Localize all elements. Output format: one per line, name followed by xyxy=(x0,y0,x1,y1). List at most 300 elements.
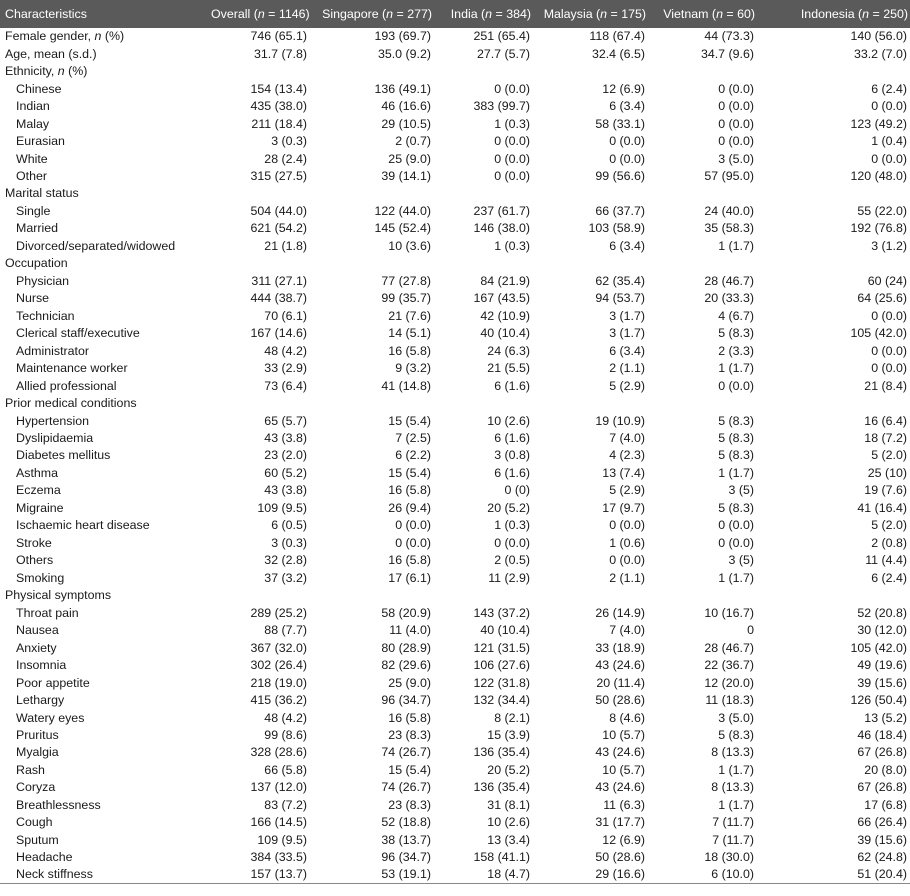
table-cell: 12 (6.9) xyxy=(602,832,645,847)
table-cell: 1 (0.3) xyxy=(494,238,530,253)
table-row xyxy=(0,133,910,150)
table-cell: 21 (7.6) xyxy=(388,308,431,323)
table-cell: 43 (24.6) xyxy=(595,780,645,795)
table-cell: 74 (26.7) xyxy=(381,780,431,795)
table-cell: 77 (27.8) xyxy=(381,273,431,288)
table-row xyxy=(0,639,910,656)
table-cell: 1 (1.7) xyxy=(718,762,754,777)
table-cell: 99 (56.6) xyxy=(595,168,645,183)
table-cell: 58 (33.1) xyxy=(595,116,645,131)
table-cell: 15 (3.9) xyxy=(487,727,530,742)
table-cell xyxy=(757,395,910,412)
header-india: India (n = 384) xyxy=(450,7,531,21)
table-cell: 15 (5.4) xyxy=(388,465,431,480)
table-cell: 52 (20.8) xyxy=(857,605,907,620)
table-cell: 140 (56.0) xyxy=(850,29,907,44)
row-label: Breathlessness xyxy=(16,797,101,812)
table-cell: 25 (9.0) xyxy=(388,675,431,690)
table-cell: 0 (0.0) xyxy=(871,151,907,166)
header-characteristics: Characteristics xyxy=(5,7,87,21)
table-cell: 315 (27.5) xyxy=(250,168,307,183)
table-cell: 67 (26.8) xyxy=(857,745,907,760)
table-row xyxy=(0,779,910,796)
table-cell: 3 (1.7) xyxy=(609,326,645,341)
table-cell: 0 (0.0) xyxy=(609,134,645,149)
table-cell: 50 (28.6) xyxy=(595,850,645,865)
table-cell: 120 (48.0) xyxy=(850,168,907,183)
table-row xyxy=(0,168,910,185)
table-cell: 237 (61.7) xyxy=(473,203,530,218)
table-cell: 5 (8.3) xyxy=(718,431,754,446)
row-label: Insomnia xyxy=(16,658,67,673)
table-cell: 51 (20.4) xyxy=(857,867,907,882)
table-cell xyxy=(757,587,910,604)
table-cell: 218 (19.0) xyxy=(250,675,307,690)
section-label: Prior medical conditions xyxy=(5,396,137,411)
table-cell xyxy=(648,185,757,202)
table-cell: 10 (3.6) xyxy=(388,238,431,253)
table-row xyxy=(0,115,910,132)
table-cell: 40 (10.4) xyxy=(480,623,530,638)
table-cell xyxy=(757,63,910,80)
table-cell: 60 (24) xyxy=(867,273,907,288)
table-cell: 23 (2.0) xyxy=(264,448,307,463)
table-cell: 12 (20.0) xyxy=(704,675,754,690)
table-row xyxy=(0,412,910,429)
table-row xyxy=(0,692,910,709)
table-cell: 96 (34.7) xyxy=(381,850,431,865)
table-cell: 10 (2.6) xyxy=(487,815,530,830)
table-cell: 73 (6.4) xyxy=(264,378,307,393)
table-cell: 18 (7.2) xyxy=(864,431,907,446)
table-cell: 0 (0.0) xyxy=(718,378,754,393)
table-cell xyxy=(757,185,910,202)
table-cell: 136 (35.4) xyxy=(473,780,530,795)
row-label: Eczema xyxy=(16,483,61,498)
table-cell: 1 (1.7) xyxy=(718,465,754,480)
table-cell: 29 (16.6) xyxy=(595,867,645,882)
table-cell xyxy=(310,185,434,202)
table-row xyxy=(0,395,910,412)
table-cell: 3 (1.7) xyxy=(609,308,645,323)
table-cell: 126 (50.4) xyxy=(850,693,907,708)
table-cell: 35 (58.3) xyxy=(704,221,754,236)
table-cell: 24 (6.3) xyxy=(487,343,530,358)
row-label: Poor appetite xyxy=(16,675,90,690)
table-cell: 1 (1.7) xyxy=(718,361,754,376)
table-cell: 33.2 (7.0) xyxy=(853,46,907,61)
table-row xyxy=(0,622,910,639)
table-cell: 32 (2.8) xyxy=(264,553,307,568)
table-cell: 328 (28.6) xyxy=(250,745,307,760)
table-cell: 64 (25.6) xyxy=(857,291,907,306)
row-label: Allied professional xyxy=(16,378,117,393)
table-cell: 35.0 (9.2) xyxy=(377,46,431,61)
table-cell: 6 (10.0) xyxy=(711,867,754,882)
table-cell: 31 (17.7) xyxy=(595,815,645,830)
table-row xyxy=(0,28,910,45)
table-cell: 23 (8.3) xyxy=(388,797,431,812)
table-row xyxy=(0,203,910,220)
table-cell: 4 (2.3) xyxy=(609,448,645,463)
table-cell: 3 (5.0) xyxy=(718,151,754,166)
table-row xyxy=(0,342,910,359)
table-row xyxy=(0,517,910,534)
table-cell: 4 (6.7) xyxy=(718,308,754,323)
table-cell: 0 (0.0) xyxy=(494,151,530,166)
table-cell: 19 (7.6) xyxy=(864,483,907,498)
table-cell: 38 (13.7) xyxy=(381,832,431,847)
table-cell: 0 (0.0) xyxy=(871,343,907,358)
table-cell: 444 (38.7) xyxy=(250,291,307,306)
table-row xyxy=(0,500,910,517)
table-cell: 43 (3.8) xyxy=(264,431,307,446)
table-cell: 43 (24.6) xyxy=(595,745,645,760)
table-cell: 0 (0.0) xyxy=(718,81,754,96)
table-cell: 6 (3.4) xyxy=(609,238,645,253)
table-cell: 15 (5.4) xyxy=(388,413,431,428)
table-cell: 29 (10.5) xyxy=(381,116,431,131)
table-cell: 39 (15.6) xyxy=(857,675,907,690)
table-cell: 18 (4.7) xyxy=(487,867,530,882)
table-cell: 5 (2.0) xyxy=(871,518,907,533)
table-cell: 20 (11.4) xyxy=(596,675,645,690)
table-cell: 13 (7.4) xyxy=(602,465,645,480)
table-cell: 103 (58.9) xyxy=(588,221,645,236)
table-row xyxy=(0,814,910,831)
table-cell: 3 (0.3) xyxy=(271,134,307,149)
table-cell: 5 (2.9) xyxy=(609,378,645,393)
table-cell: 17 (9.7) xyxy=(602,500,645,515)
table-cell: 20 (5.2) xyxy=(487,762,530,777)
table-cell: 504 (44.0) xyxy=(250,203,307,218)
table-row xyxy=(0,797,910,814)
table-cell xyxy=(310,395,434,412)
row-label: Maintenance worker xyxy=(16,361,128,376)
table-cell: 83 (7.2) xyxy=(264,797,307,812)
row-label: White xyxy=(16,151,48,166)
table-cell: 88 (7.7) xyxy=(264,623,307,638)
row-label: Stroke xyxy=(16,535,52,550)
table-cell: 166 (14.5) xyxy=(250,815,307,830)
table-cell: 167 (14.6) xyxy=(250,326,307,341)
row-label: Others xyxy=(16,553,54,568)
table-cell: 66 (5.8) xyxy=(264,762,307,777)
table-cell: 0 (0.0) xyxy=(718,535,754,550)
table-cell: 193 (69.7) xyxy=(374,29,431,44)
table-cell xyxy=(648,587,757,604)
header-vietnam: Vietnam (n = 60) xyxy=(663,7,755,21)
table-cell: 122 (31.8) xyxy=(473,675,530,690)
table-cell: 33 (2.9) xyxy=(264,361,307,376)
table-cell: 5 (8.3) xyxy=(718,500,754,515)
table-cell: 158 (41.1) xyxy=(473,850,530,865)
table-cell: 384 (33.5) xyxy=(250,850,307,865)
table-cell: 0 (0.0) xyxy=(871,308,907,323)
row-label: Physician xyxy=(16,273,70,288)
table-cell: 2 (0.8) xyxy=(871,535,907,550)
section-label: Occupation xyxy=(5,256,68,271)
table-cell: 0 (0.0) xyxy=(395,535,431,550)
table-cell: 24 (40.0) xyxy=(704,203,754,218)
row-label: Myalgia xyxy=(16,745,59,760)
row-label: Married xyxy=(16,221,58,236)
table-cell: 367 (32.0) xyxy=(250,640,307,655)
table-cell: 302 (26.4) xyxy=(250,658,307,673)
table-cell: 5 (2.0) xyxy=(871,448,907,463)
table-cell: 0 (0.0) xyxy=(871,99,907,114)
table-row xyxy=(0,238,910,255)
row-label: Asthma xyxy=(16,465,59,480)
table-cell: 6 (1.6) xyxy=(494,431,530,446)
table-cell: 7 (11.7) xyxy=(712,815,754,830)
table-cell: 136 (49.1) xyxy=(374,81,431,96)
table-cell: 0 (0.0) xyxy=(871,361,907,376)
table-cell xyxy=(648,395,757,412)
table-cell: 41 (16.4) xyxy=(857,500,907,515)
header-indonesia: Indonesia (n = 250) xyxy=(800,7,908,21)
table-cell: 25 (9.0) xyxy=(388,151,431,166)
table-row xyxy=(0,377,910,394)
section-label: Physical symptoms xyxy=(5,588,112,603)
table-cell: 2 (1.1) xyxy=(609,570,645,585)
table-cell: 15 (5.4) xyxy=(388,762,431,777)
table-cell: 28 (46.7) xyxy=(704,640,754,655)
table-cell: 5 (2.9) xyxy=(609,483,645,498)
table-cell: 41 (14.8) xyxy=(381,378,431,393)
table-cell: 311 (27.1) xyxy=(251,273,307,288)
table-cell: 3 (0.8) xyxy=(494,448,530,463)
table-cell: 16 (6.4) xyxy=(864,413,907,428)
table-cell: 82 (29.6) xyxy=(381,658,431,673)
table-cell: 0 (0.0) xyxy=(494,535,530,550)
table-cell: 40 (10.4) xyxy=(480,326,530,341)
table-cell: 70 (6.1) xyxy=(264,308,307,323)
row-label: Single xyxy=(16,203,51,218)
table-cell: 20 (8.0) xyxy=(864,762,907,777)
table-row xyxy=(0,220,910,237)
table-cell: 34.7 (9.6) xyxy=(700,46,754,61)
row-label: Hypertension xyxy=(16,413,90,428)
table-cell xyxy=(207,63,310,80)
table-cell: 746 (65.1) xyxy=(250,29,307,44)
table-cell: 0 (0.0) xyxy=(609,518,645,533)
table-cell xyxy=(434,395,533,412)
table-cell xyxy=(533,395,648,412)
table-cell: 44 (73.3) xyxy=(704,29,754,44)
table-cell: 96 (34.7) xyxy=(381,693,431,708)
table-cell: 0 (0.0) xyxy=(718,518,754,533)
table-cell: 57 (95.0) xyxy=(704,168,754,183)
row-label: Watery eyes xyxy=(16,710,85,725)
table-cell: 6 (2.4) xyxy=(871,570,907,585)
table-cell: 192 (76.8) xyxy=(850,221,907,236)
table-cell: 3 (0.3) xyxy=(271,535,307,550)
table-cell: 80 (28.9) xyxy=(381,640,431,655)
table-cell: 123 (49.2) xyxy=(850,116,907,131)
table-cell: 10 (16.7) xyxy=(704,605,754,620)
row-label: Neck stiffness xyxy=(16,867,93,882)
table-cell: 30 (12.0) xyxy=(857,623,907,638)
table-cell: 10 (2.6) xyxy=(487,413,530,428)
table-cell: 136 (35.4) xyxy=(473,745,530,760)
table-cell: 143 (37.2) xyxy=(473,605,530,620)
table-cell: 28 (46.7) xyxy=(704,273,754,288)
table-cell xyxy=(310,63,434,80)
table-cell: 0 (0.0) xyxy=(395,518,431,533)
table-cell xyxy=(434,587,533,604)
row-label: Other xyxy=(16,168,47,183)
table-cell: 1 (0.3) xyxy=(494,116,530,131)
table-cell: 0 (0) xyxy=(504,483,530,498)
table-cell: 16 (5.8) xyxy=(388,710,431,725)
table-cell: 167 (43.5) xyxy=(473,291,530,306)
table-cell: 8 (2.1) xyxy=(494,710,530,725)
table-cell: 43 (24.6) xyxy=(595,658,645,673)
table-cell xyxy=(434,255,533,272)
table-cell: 6 (0.5) xyxy=(271,518,307,533)
table-cell: 5 (8.3) xyxy=(718,326,754,341)
table-row xyxy=(0,430,910,447)
table-cell: 46 (16.6) xyxy=(381,99,431,114)
table-cell: 8 (13.3) xyxy=(711,745,754,760)
table-cell: 13 (5.2) xyxy=(864,710,907,725)
row-label: Throat pain xyxy=(16,605,79,620)
table-cell: 49 (19.6) xyxy=(857,658,907,673)
row-label: Nurse xyxy=(16,291,50,306)
table-cell xyxy=(533,185,648,202)
table-cell: 32.4 (6.5) xyxy=(591,46,645,61)
table-cell: 1 (0.4) xyxy=(871,134,907,149)
header-malaysia: Malaysia (n = 175) xyxy=(543,7,646,21)
header-singapore: Singapore (n = 277) xyxy=(322,7,432,21)
table-row xyxy=(0,63,910,80)
table-row xyxy=(0,98,910,115)
table-row xyxy=(0,709,910,726)
row-label: Rash xyxy=(16,762,45,777)
table-row xyxy=(0,80,910,97)
table-row xyxy=(0,325,910,342)
table-cell: 8 (4.6) xyxy=(609,710,645,725)
row-label: Sputum xyxy=(16,832,59,847)
table-cell: 5 (8.3) xyxy=(718,413,754,428)
table-cell: 14 (5.1) xyxy=(388,326,431,341)
table-cell: 7 (4.0) xyxy=(609,623,645,638)
table-cell: 94 (53.7) xyxy=(595,291,645,306)
table-row xyxy=(0,535,910,552)
table-row xyxy=(0,570,910,587)
table-cell: 415 (36.2) xyxy=(250,693,307,708)
table-row xyxy=(0,832,910,849)
row-label: Migraine xyxy=(16,500,64,515)
table-row xyxy=(0,674,910,691)
table-cell: 383 (99.7) xyxy=(473,99,530,114)
table-cell: 84 (21.9) xyxy=(480,273,530,288)
table-cell xyxy=(310,255,434,272)
table-cell: 1 (0.3) xyxy=(494,518,530,533)
table-cell: 48 (4.2) xyxy=(264,710,307,725)
row-label: Ischaemic heart disease xyxy=(16,518,150,533)
table-cell: 146 (38.0) xyxy=(473,221,530,236)
table-cell: 16 (5.8) xyxy=(388,343,431,358)
table-cell: 0 (0.0) xyxy=(494,134,530,149)
table-cell: 25 (10) xyxy=(867,465,907,480)
row-label: Malay xyxy=(16,116,50,131)
table-cell: 0 xyxy=(747,623,754,638)
table-cell: 0 (0.0) xyxy=(718,99,754,114)
table-cell: 31.7 (7.8) xyxy=(253,46,307,61)
table-cell: 154 (13.4) xyxy=(250,81,307,96)
table-cell: 109 (9.5) xyxy=(257,500,307,515)
table-cell: 19 (10.9) xyxy=(595,413,645,428)
table-cell: 6 (1.6) xyxy=(494,378,530,393)
table-cell: 67 (26.8) xyxy=(857,780,907,795)
table-row xyxy=(0,604,910,621)
table-cell: 8 (13.3) xyxy=(711,780,754,795)
table-cell: 3 (5) xyxy=(728,553,754,568)
table-cell: 3 (5.0) xyxy=(718,710,754,725)
table-cell: 2 (1.1) xyxy=(609,361,645,376)
table-cell: 621 (54.2) xyxy=(250,221,307,236)
table-cell xyxy=(757,255,910,272)
table-cell: 0 (0.0) xyxy=(494,168,530,183)
table-cell: 11 (6.3) xyxy=(603,797,645,812)
row-label: Smoking xyxy=(16,570,65,585)
table-cell xyxy=(648,255,757,272)
table-cell: 0 (0.0) xyxy=(718,116,754,131)
table-cell xyxy=(207,255,310,272)
header-row xyxy=(0,0,910,28)
table-cell: 31 (8.1) xyxy=(487,797,530,812)
table-cell: 26 (14.9) xyxy=(595,605,645,620)
table-cell: 435 (38.0) xyxy=(250,99,307,114)
table-cell: 66 (37.7) xyxy=(595,203,645,218)
table-cell: 21 (1.8) xyxy=(264,238,307,253)
table-cell: 137 (12.0) xyxy=(250,780,307,795)
table-cell: 10 (5.7) xyxy=(602,762,645,777)
table-cell: 6 (2.4) xyxy=(871,81,907,96)
table-row xyxy=(0,587,910,604)
table-cell xyxy=(533,255,648,272)
section-label: Age, mean (s.d.) xyxy=(5,46,97,61)
table-row xyxy=(0,867,910,884)
table-cell: 7 (2.5) xyxy=(395,431,431,446)
table-cell: 9 (3.2) xyxy=(395,361,431,376)
table-cell: 1 (0.6) xyxy=(609,535,645,550)
table-cell: 50 (28.6) xyxy=(595,693,645,708)
table-cell: 6 (1.6) xyxy=(494,465,530,480)
table-row xyxy=(0,45,910,62)
table-cell: 1 (1.7) xyxy=(718,238,754,253)
table-cell: 28 (2.4) xyxy=(264,151,307,166)
table-cell: 105 (42.0) xyxy=(850,640,907,655)
table-cell: 62 (35.4) xyxy=(595,273,645,288)
table-cell: 2 (3.3) xyxy=(718,343,754,358)
table-cell: 2 (0.5) xyxy=(494,553,530,568)
table-cell: 16 (5.8) xyxy=(388,553,431,568)
row-label: Nausea xyxy=(16,623,59,638)
table-cell: 23 (8.3) xyxy=(388,727,431,742)
table-cell: 65 (5.7) xyxy=(264,413,307,428)
table-cell: 122 (44.0) xyxy=(374,203,431,218)
table-cell: 106 (27.6) xyxy=(473,658,530,673)
table-cell: 39 (14.1) xyxy=(381,168,431,183)
table-cell: 251 (65.4) xyxy=(473,29,530,44)
table-cell: 1 (1.7) xyxy=(718,570,754,585)
table-cell: 11 (2.9) xyxy=(488,570,530,585)
table-cell: 18 (30.0) xyxy=(704,850,754,865)
table-cell: 62 (24.8) xyxy=(857,850,907,865)
